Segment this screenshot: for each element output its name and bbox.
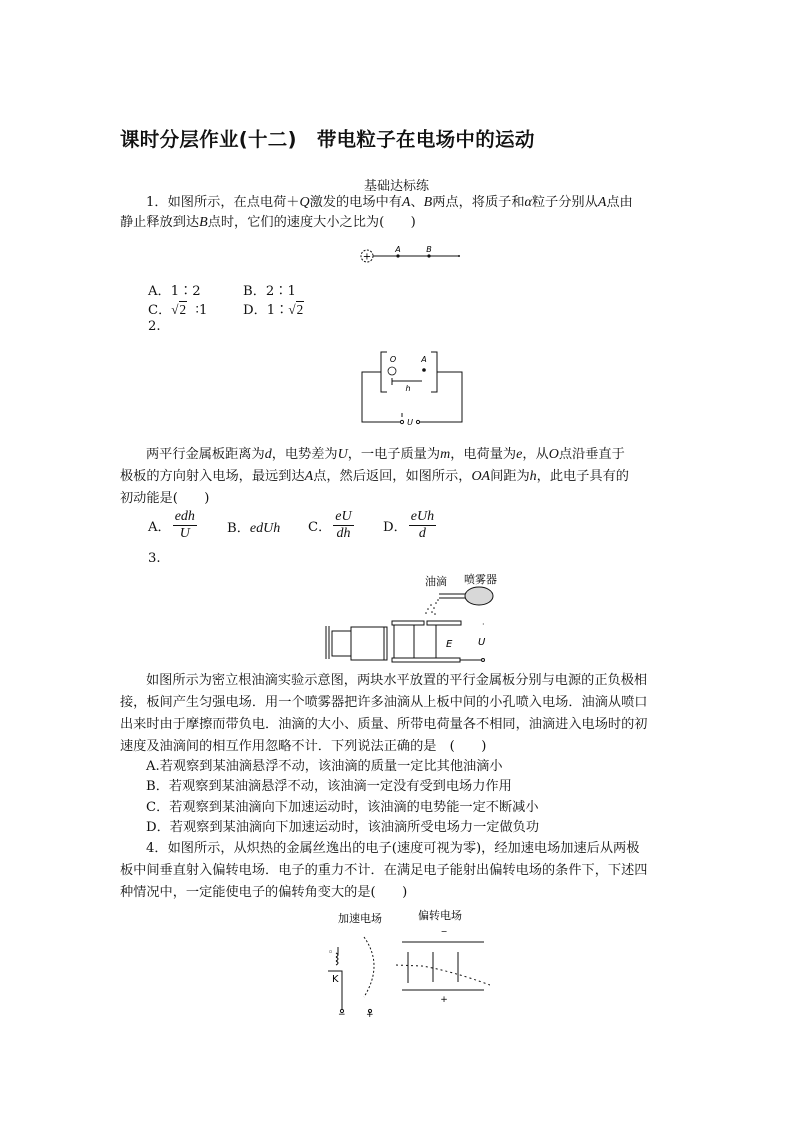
q2-text: 点，然后返回，如图所示， xyxy=(313,469,472,484)
q1-var-alpha: α xyxy=(524,195,532,210)
radicand: 2 xyxy=(296,302,304,317)
q1-text: 粒子分别从 xyxy=(531,195,598,210)
terminal xyxy=(482,659,485,662)
q3-stem-line4: 速度及油滴间的相互作用忽略不计．下列说法正确的是 ( ) xyxy=(120,739,487,754)
q2-var: OA xyxy=(471,469,491,484)
point-a xyxy=(422,368,426,372)
q1-var-q: Q xyxy=(299,195,310,210)
q2-figure xyxy=(358,350,466,428)
option-label: C． xyxy=(308,520,332,535)
sprayer-bulb xyxy=(465,587,493,605)
sqrt: √2 xyxy=(288,302,304,317)
label-minus: − xyxy=(338,1010,346,1017)
lower-plate xyxy=(392,658,460,662)
option-value: ∶1 xyxy=(195,303,208,318)
circuit-wire xyxy=(420,372,462,422)
line-end xyxy=(458,255,460,257)
option-label: A． xyxy=(148,284,171,299)
q2-option-a xyxy=(148,509,199,542)
q2-text: 极板的方向射入电场，最远到达 xyxy=(120,469,305,484)
q3-number: 3. xyxy=(148,551,161,566)
label-a: A xyxy=(395,245,401,254)
denominator: U xyxy=(179,526,190,541)
q1-var-b: B xyxy=(199,215,208,230)
q2-text: ，一电子质量为 xyxy=(347,447,441,462)
lower-plate-sign: + xyxy=(440,995,448,1005)
q2-text: ，电荷量为 xyxy=(450,447,517,462)
top-terminal: · xyxy=(482,620,485,629)
label-o: O xyxy=(389,355,397,364)
q2-text: 间距为 xyxy=(490,469,530,484)
label-u: U xyxy=(407,418,413,427)
q2-line1 xyxy=(146,446,625,464)
q2-var: e xyxy=(516,447,523,462)
q2-text: ，从 xyxy=(522,447,549,462)
electron-trajectory xyxy=(396,965,490,985)
upper-plate-sign: − xyxy=(440,927,448,936)
title-part1: 课时分层作业(十二) xyxy=(120,128,297,151)
q1-figure xyxy=(355,244,465,266)
q4-line1: 4．如图所示，从炽热的金属丝逸出的电子(速度可视为零)，经加速电场加速后从两极 xyxy=(146,841,640,856)
q2-option-c xyxy=(308,509,356,542)
option-value: 1∶ xyxy=(266,303,289,318)
q1-text: 1．如图所示，在点电荷＋ xyxy=(146,195,300,210)
q3-stem-line2: 接，板间产生匀强电场．用一个喷雾器把许多油滴从上板中间的小孔喷入电场．油滴从喷口 xyxy=(120,695,648,710)
label-sprayer: 喷雾器 xyxy=(464,573,497,586)
oil-droplets xyxy=(425,599,439,615)
point-o xyxy=(388,367,396,375)
q1-var-a: A xyxy=(597,195,607,210)
charge-sign: + xyxy=(362,251,372,263)
fraction xyxy=(333,509,353,542)
right-plate xyxy=(431,352,437,392)
q2-text: 两平行金属板距离为 xyxy=(146,447,265,462)
radicand: 2 xyxy=(179,302,187,317)
numerator: eU xyxy=(335,509,352,524)
option-label: A． xyxy=(148,520,171,535)
option-value: edUh xyxy=(249,521,281,536)
q1-text: 激发的电场中有 xyxy=(309,195,402,210)
option-label: D． xyxy=(243,303,267,318)
q3-stem-line1: 如图所示为密立根油滴实验示意图，两块水平放置的平行金属板分别与电源的正负极相 xyxy=(146,673,648,688)
q3-stem-line3: 出来时由于摩擦而带负电．油滴的大小、质量、所带电荷量各不相同，油滴进入电场时的初 xyxy=(120,717,648,732)
q3-option-a: A.若观察到某油滴悬浮不动，该油滴的质量一定比其他油滴小 xyxy=(146,759,503,774)
q2-line2 xyxy=(120,468,629,486)
option-label: D． xyxy=(383,520,407,535)
q2-line3: 初动能是( ) xyxy=(120,491,210,506)
q3-option-d: D．若观察到某油滴向下加速运动时，该油滴所受电场力一定做负功 xyxy=(146,820,540,835)
q1-text: 点时，它们的速度大小之比为( ) xyxy=(207,215,416,230)
q4-figure xyxy=(322,905,490,1017)
numerator: edh xyxy=(174,509,195,524)
q1-option-c xyxy=(148,299,207,318)
q2-text: ，此电子具有的 xyxy=(536,469,629,484)
option-label: B． xyxy=(243,284,266,299)
label-a: A xyxy=(421,355,427,364)
option-label: B． xyxy=(227,521,250,536)
point-a xyxy=(396,254,399,257)
q2-var: O xyxy=(548,447,559,462)
option-value: 2∶1 xyxy=(265,284,296,299)
label-plus: + xyxy=(366,1010,374,1017)
upper-plate-right xyxy=(427,621,461,625)
accelerating-grid xyxy=(364,937,374,997)
q2-var: d xyxy=(264,447,272,462)
option-label: C． xyxy=(148,303,172,318)
q1-var-b: B xyxy=(423,195,433,210)
fraction xyxy=(173,509,197,542)
q1-text: 、 xyxy=(410,195,424,210)
label-b: B xyxy=(426,245,432,254)
q2-number: 2. xyxy=(148,319,161,334)
fraction xyxy=(409,509,436,542)
terminal xyxy=(416,420,419,423)
q2-var: U xyxy=(337,447,348,462)
q1-text: 两点，将质子和 xyxy=(432,195,525,210)
sqrt: √2 xyxy=(171,302,187,317)
label-deflecting-field: 偏转电场 xyxy=(418,909,462,922)
label-accelerating-field: 加速电场 xyxy=(338,912,382,925)
label-e: E xyxy=(446,639,453,650)
q2-option-b xyxy=(227,517,280,537)
q3-option-b: B．若观察到某油滴悬浮不动，该油滴一定没有受到电场力作用 xyxy=(146,779,512,794)
title-part2: 带电粒子在电场中的运动 xyxy=(316,128,535,151)
q4-line3: 种情况中，一定能使电子的偏转角变大的是( ) xyxy=(120,885,408,900)
label-k: K xyxy=(332,974,339,985)
filament-terminal: ◦ xyxy=(328,948,334,958)
q2-option-d xyxy=(383,509,438,542)
q1-var-a: A xyxy=(401,195,411,210)
q1-option-a xyxy=(148,280,201,299)
q1-text: 静止释放到达 xyxy=(120,215,200,230)
left-plate xyxy=(381,352,387,392)
label-oil-drops: 油滴 xyxy=(425,575,447,588)
section-heading: 基础达标练 xyxy=(363,179,429,194)
terminal xyxy=(400,420,403,423)
microscope-body xyxy=(332,631,351,656)
q3-millikan-figure xyxy=(322,572,497,664)
label-h: h xyxy=(405,384,411,393)
denominator: dh xyxy=(336,526,351,541)
microscope-tube xyxy=(351,627,387,660)
q2-var: m xyxy=(440,447,451,462)
q1-line2 xyxy=(120,214,416,232)
q1-option-b xyxy=(243,280,296,299)
q1-line1 xyxy=(146,194,633,212)
denominator: d xyxy=(418,526,426,541)
label-u: U xyxy=(478,637,486,648)
q3-option-c: C．若观察到某油滴向下加速运动时，该油滴的电势能一定不断减小 xyxy=(146,800,539,815)
q2-var: h xyxy=(529,469,537,484)
q2-var: A xyxy=(304,469,314,484)
q4-line2: 板中间垂直射入偏转电场．电子的重力不计．在满足电子能射出偏转电场的条件下，下述四 xyxy=(120,863,648,878)
q1-text: 点由 xyxy=(606,195,633,210)
upper-plate-left xyxy=(392,621,424,625)
option-value: 1∶2 xyxy=(170,284,201,299)
q2-text: ，电势差为 xyxy=(271,447,338,462)
page-title xyxy=(120,124,535,152)
q1-option-d xyxy=(243,299,304,318)
point-b xyxy=(427,254,430,257)
q2-text: 点沿垂直于 xyxy=(558,447,625,462)
numerator: eUh xyxy=(410,509,435,524)
